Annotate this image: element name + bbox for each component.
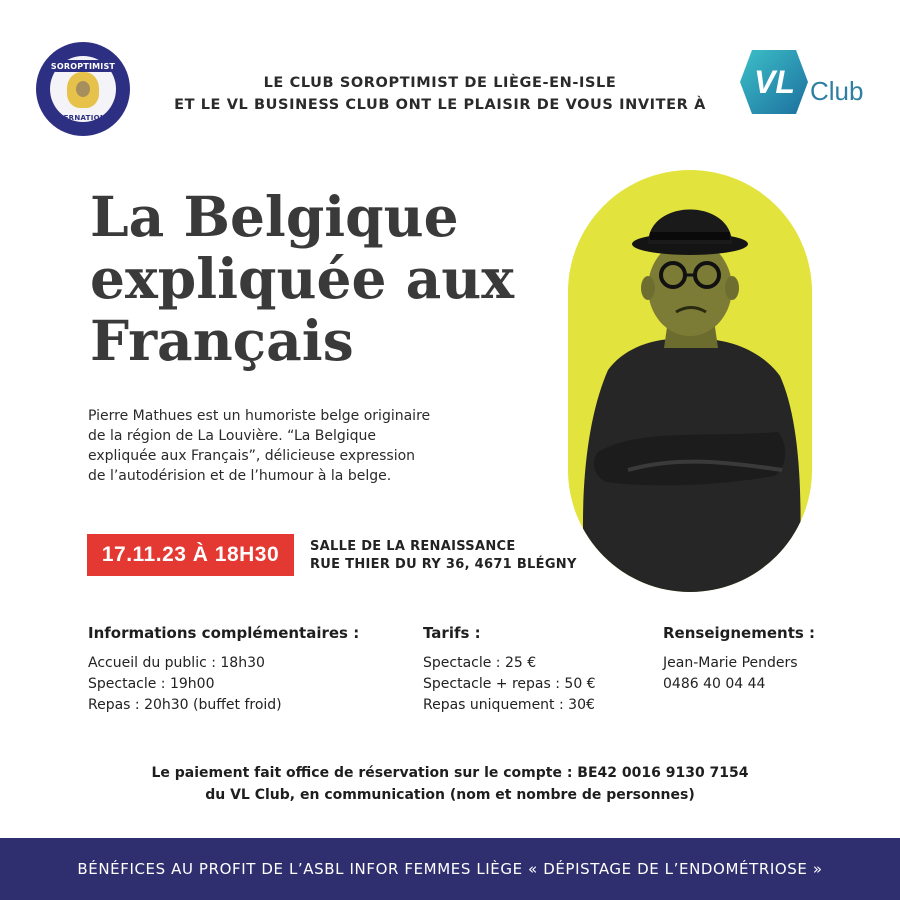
title-line2: expliquée aux	[90, 246, 515, 311]
title-line3: Français	[90, 308, 354, 373]
contact-name: Jean-Marie Penders	[663, 655, 798, 671]
tarif-line: Repas uniquement : 30€	[423, 697, 595, 713]
event-venue	[310, 538, 577, 574]
event-title	[90, 186, 550, 372]
venue-address: RUE THIER DU RY 36, 4671 BLÉGNY	[310, 557, 577, 572]
contact-phone: 0486 40 04 44	[663, 676, 766, 692]
contact-heading: Renseignements :	[663, 624, 816, 642]
info-line: Spectacle : 19h00	[88, 676, 215, 692]
payment-note	[60, 762, 840, 806]
payment-line2: du VL Club, en communication (nom et nombre de personnes)	[205, 787, 695, 803]
tarifs-heading: Tarifs :	[423, 624, 481, 642]
tarif-line: Spectacle + repas : 50 €	[423, 676, 596, 692]
venue-name: SALLE DE LA RENAISSANCE	[310, 539, 516, 554]
footer-banner: BÉNÉFICES AU PROFIT DE L’ASBL INFOR FEMMES LIÈGE « DÉPISTAGE DE L’ENDOMÉTRIOSE »	[0, 838, 900, 900]
invitation-header-line1: LE CLUB SOROPTIMIST DE LIÈGE-EN-ISLE	[263, 75, 617, 91]
vl-club-text: Club	[810, 76, 864, 106]
vl-club-logo	[738, 46, 872, 122]
description-line1: Pierre Mathues est un humoriste belge originaire	[88, 408, 431, 424]
performer-photo	[568, 170, 812, 592]
vl-mark: VL	[754, 64, 795, 100]
performer-portrait	[568, 170, 812, 592]
info-heading: Informations complémentaires :	[88, 624, 360, 642]
description-line3: expliquée aux Français”, délicieuse expression	[88, 448, 416, 464]
invitation-header-line2: ET LE VL BUSINESS CLUB ONT LE PLAISIR DE VOUS INVITER À	[174, 97, 706, 113]
soroptimist-logo-top-text: SOROPTIMIST	[50, 62, 116, 71]
description-line2: de la région de La Louvière. “La Belgique	[88, 428, 377, 444]
event-date-badge: 17.11.23 À 18H30	[87, 534, 294, 576]
soroptimist-emblem-icon	[67, 72, 99, 108]
title-line1: La Belgique	[90, 184, 459, 249]
info-line: Repas : 20h30 (buffet froid)	[88, 697, 282, 713]
tarif-line: Spectacle : 25 €	[423, 655, 537, 671]
payment-line1: Le paiement fait office de réservation sur le compte : BE42 0016 9130 7154	[151, 765, 749, 781]
info-line: Accueil du public : 18h30	[88, 655, 265, 671]
soroptimist-logo	[36, 42, 130, 136]
info-section	[88, 624, 388, 716]
contact-section	[663, 624, 863, 695]
tarifs-section	[423, 624, 643, 716]
event-description	[88, 406, 488, 486]
description-line4: de l’autodérision et de l’humour à la belge.	[88, 468, 392, 484]
soroptimist-logo-bottom-text: INTERNATIONAL	[49, 114, 117, 122]
invitation-header	[160, 72, 720, 116]
